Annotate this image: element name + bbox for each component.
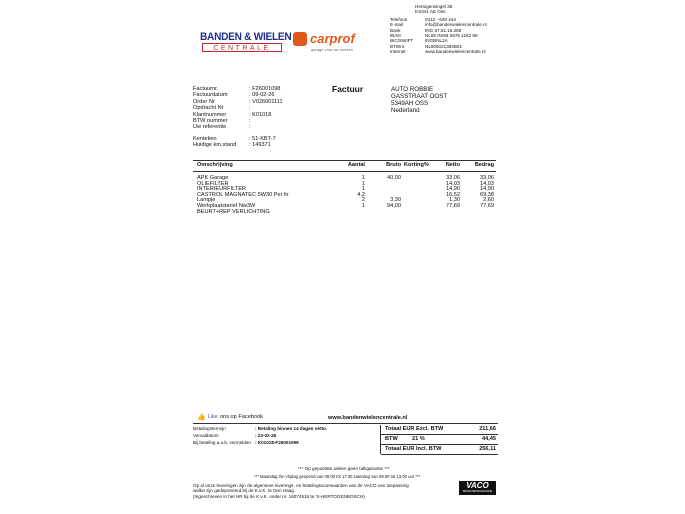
company-row: Bank ING 67.51.18.288 [390, 27, 462, 33]
payment-term: : Betaling binnen 14 dagen netto. [255, 426, 328, 431]
customer-address [391, 86, 447, 114]
carprof-logo [293, 30, 377, 56]
total-excl-value: 211,66 [479, 426, 496, 432]
btw-percent: 21 % [412, 436, 425, 442]
invoice-date: 09-02-26 [252, 92, 275, 99]
col-aantal: Aantal [347, 162, 365, 168]
payment-reference: : K01018-F26001098 [255, 440, 299, 445]
like-label: Like [207, 413, 218, 420]
footer-rule [193, 423, 498, 424]
table-row: APK Garage 1 40,00 33,06 33,06 [197, 175, 494, 181]
banden-wielen-logo [200, 31, 292, 59]
payment-info [193, 426, 373, 447]
mileage: 149371 [252, 142, 271, 149]
col-korting: Korting% [404, 162, 429, 168]
table-row: BEURT+REP VERLICHTING [197, 208, 270, 215]
note-rims: *** Op gepoetste wielen geen talkgarantie *** [298, 466, 390, 471]
total-incl-value: 256,11 [479, 446, 496, 452]
terms-line: welke zijn gedeponeerd bij de K.v.K. te Den Haag. [193, 488, 296, 494]
note-opening-hours: *** Maandag t/m vrijdag geopend van 08.00 tot 17.30 zaterdag van 08.00 tot 13.00 uur *** [254, 474, 421, 479]
customer-name: AUTO ROBBIE [391, 86, 434, 93]
btw-value: 44,45 [482, 436, 496, 442]
due-date: : 23-02-26 [255, 433, 277, 438]
company-row: Telefoon 0412 - 648 444 [390, 16, 456, 22]
table-header-rule [193, 171, 496, 172]
carprof-logo-name: carprof [310, 31, 355, 46]
company-postcode: KS341 AE Oss [415, 9, 446, 15]
customer-street: GASSTRAAT OOST [391, 93, 448, 100]
table-row: INTERIEURFILTER 1 14,90 14,90 [197, 186, 494, 193]
totals-box [380, 425, 498, 454]
table-row: OLIEFILTER 1 14,03 14,03 [197, 180, 494, 187]
banden-logo-line2: CENTRALE [202, 43, 282, 52]
meta-row: Uw referentie : [193, 124, 253, 131]
company-row: IBAN NL65 INGB 0675 1182 88 [390, 33, 478, 39]
invoice-number: F26001098 [252, 86, 281, 92]
company-address: Hertogensingel 38 [415, 4, 453, 9]
vaco-logo [459, 481, 496, 495]
col-bedrag: Bedrag [474, 162, 494, 168]
vaco-logo-text: VACO [466, 481, 489, 490]
terms-line: (Ingeschreven in het HR bij de K.v.K. onder nr. 16074519 te 'S-HERTOGENBOSCH) [193, 493, 365, 499]
meta-row: Order Nr : V026001111 [193, 98, 283, 105]
facebook-like[interactable] [197, 413, 263, 421]
company-info [390, 4, 530, 55]
btw-row: BTW 21 % 44,45 [381, 435, 498, 445]
terms [193, 483, 423, 499]
facebook-label: ons op Facebook [219, 413, 263, 420]
document-title: Factuur [332, 84, 364, 94]
total-incl-row: Totaal EUR Incl. BTW 256,11 [381, 445, 498, 455]
company-row: BTWnr. NL805021394B01 [390, 43, 463, 49]
col-netto: Netto [445, 162, 460, 168]
payment-row: Betalingstermijn : Betaling binnen 14 dagen netto. [193, 426, 328, 431]
payment-row: Vervaldatum : 23-02-26 [193, 433, 277, 438]
vaco-logo-sub: BRANCHEORGANISATIE [462, 490, 493, 493]
company-email-link[interactable]: info@bandenwielencentrale.nl [425, 22, 487, 28]
footer-website[interactable]: www.bandenwielencentrale.nl [328, 415, 408, 421]
table-row: Werkplaatstarief Nw3W 1 94,00 77,69 77,69 [197, 202, 494, 209]
banden-logo-line1: BANDEN & WIELEN [200, 31, 292, 43]
meta-row: Huidige km.stand : 149371 [193, 142, 271, 149]
invoice-meta [193, 86, 333, 149]
company-row [390, 9, 530, 14]
table-body [193, 175, 496, 214]
table-row: Lampje 2 3,30 1,30 2,60 [197, 197, 494, 204]
col-omschrijving: Omschrijving [197, 162, 233, 168]
meta-row: Factuurdatum : 09-02-26 [193, 92, 275, 99]
thumbs-up-icon: 👍 [197, 414, 206, 421]
customer-country: Nederland [391, 107, 420, 114]
company-website-link[interactable]: www.bandenwielencentrale.nl [425, 49, 486, 55]
table-header [193, 162, 496, 169]
company-row: E-mail info@bandenwielencentrale.nl [390, 22, 487, 28]
table-top-rule [193, 160, 496, 161]
meta-row: BTW nummer : [193, 118, 253, 125]
company-row: BIC/SWIFT INGBNL2A [390, 38, 448, 44]
meta-row: Opdracht Nr : [193, 105, 253, 112]
customer-number: K01018 [252, 111, 272, 118]
meta-row: Kenteken : 51-KBT-7 [193, 135, 276, 142]
payment-row: Bij betaling a.u.b. vermelden : K01018-F26001098 [193, 440, 299, 445]
company-row: Internet www.bandenwielencentrale.nl [390, 49, 486, 55]
col-bruto: Bruto [386, 162, 401, 168]
table-row: CASTROL MAGNATEC 5W30 Per ltr 4,2 16,52 69,38 [197, 191, 494, 198]
meta-row: Klantnummer : K01018 [193, 111, 272, 118]
meta-row: Factuurnr. : F26001098 [193, 86, 281, 92]
terms-line: Op al onze leveringen zijn de algemene leverings- en betalingsvoorwaarden van de VACO van toepassing [193, 483, 409, 488]
license-plate: 51-KBT-7 [252, 135, 276, 142]
customer-city: 5349AH OSS [391, 100, 429, 107]
total-excl-row: Totaal EUR Excl. BTW 211,66 [381, 425, 498, 435]
order-number: V026001111 [252, 98, 283, 105]
carprof-tagline: garage voor uw merken [311, 47, 354, 52]
carprof-icon [293, 32, 307, 46]
